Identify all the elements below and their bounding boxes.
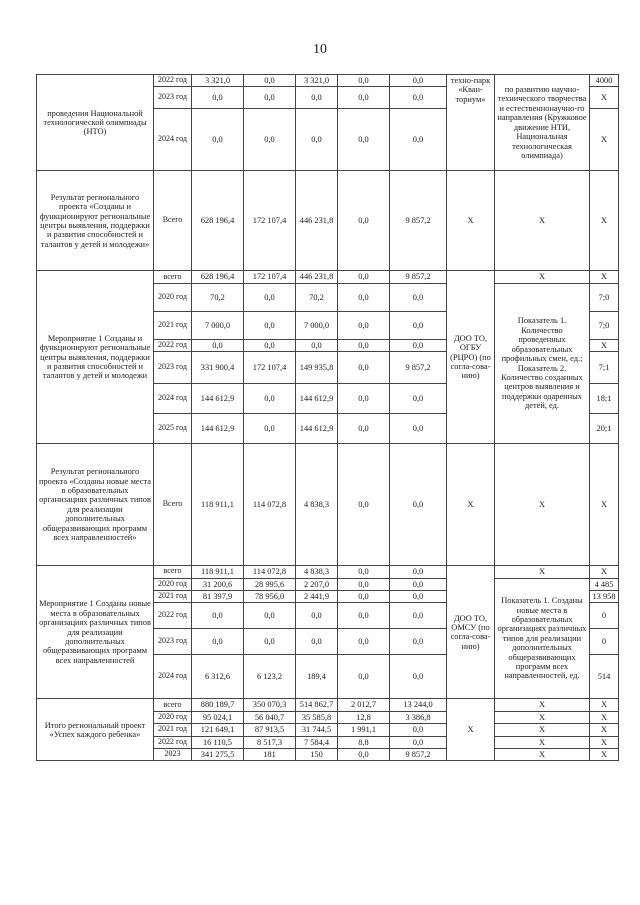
- measure-name: Мероприятие 1 Созданы и функционируют региональные центры выявления, поддержки и развития способностей и талантов у детей и молодежи: [37, 271, 154, 444]
- table-row: 2023 год 0,0 0,0 0,0 0,0 0,0 Х: [37, 87, 619, 109]
- table-row: 2020 год 70,2 0,0 70,2 0,0 0,0 Показатель 1. Количество проведенных образовательных профильных смен, ед.; Показатель 2. Количество созданных центров выявления и поддержки одаренных детей, ед. 7;0: [37, 283, 619, 311]
- indicator-cell: Показатель 1. Количество проведенных образовательных профильных смен, ед.; Показатель 2. Количество созданных центров выявления и поддержки одаренных детей, ед.: [495, 283, 590, 443]
- table-row: 2023 год 0,0 0,0 0,0 0,0 0,0 0: [37, 629, 619, 655]
- table-row: 2025 год 144 612,9 0,0 144 612,9 0,0 0,0 20;1: [37, 414, 619, 444]
- executor-cell: ДОО ТО, ОГБУ (РЦРО) (по согла-сова-нию): [447, 271, 495, 444]
- table-row: 2020 год 31 200,6 28 995,6 2 207,0 0,0 0,0 Показатель 1. Созданы новые места в образовательных организациях различных типов для реализации дополнительных общеразвивающих программ всех направленностей, ед. 4 485: [37, 578, 619, 590]
- table-row: 2022 год 16 110,5 8 517,3 7 584,4 8,8 0,0 Х Х: [37, 736, 619, 748]
- table-row: 2023 год 331 900,4 172 107,4 149 935,8 0,0 9 857,2 7;1: [37, 352, 619, 384]
- table-row: Мероприятие 1 Созданы и функционируют региональные центры выявления, поддержки и развития способностей и талантов у детей и молодежи всего 628 196,4 172 107,4 446 231,8 0,0 9 857,2 ДОО ТО, ОГБУ (РЦРО) (по согла-сова-нию) Х Х: [37, 271, 619, 283]
- table-row: 2021 год 7 000,0 0,0 7 000,0 0,0 0,0 7;0: [37, 311, 619, 339]
- page-number: 10: [313, 42, 327, 57]
- table-row: 2024 год 6 312,6 6 123,2 189,4 0,0 0,0 514: [37, 655, 619, 699]
- table-row: 2024 год 0,0 0,0 0,0 0,0 0,0 Х: [37, 109, 619, 171]
- table-row: 2021 год 81 397,9 78 956,0 2 441,9 0,0 0,0 13 958: [37, 591, 619, 603]
- table-row: 2022 год 0,0 0,0 0,0 0,0 0,0 0: [37, 603, 619, 629]
- result-name: Результат регионального проекта «Созданы новые места в образовательных организациях различных типов для реализации дополнительных общеразвивающих программ всех направленностей»: [37, 444, 154, 566]
- table-row: Мероприятие 1 Созданы новые места в образовательных организациях различных типов для реализации дополнительных общеразвивающих программ всех направленностей всего 118 911,1 114 072,8 4 838,3 0,0 0,0 ДОО ТО, ОМСУ (по согла-сова-нию) Х Х: [37, 566, 619, 578]
- table-row: 2021 год 121 649,1 87 913,5 31 744,5 1 991,1 0,0 Х Х: [37, 724, 619, 736]
- result-row: Результат регионального проекта «Созданы и функционируют региональные центры выявления, поддержки и развития способностей и талантов у детей и молодежи» Всего 628 196,4 172 107,4 446 231,8 0,0 9 857,2 Х Х Х: [37, 171, 619, 271]
- result-name: Результат регионального проекта «Созданы и функционируют региональные центры выявления, поддержки и развития способностей и талантов у детей и молодежи»: [37, 171, 154, 271]
- table-row: Итого региональный проект «Успех каждого ребенка» всего 880 189,7 350 070,3 514 862,7 2 012,7 13 244,0 Х Х Х: [37, 699, 619, 711]
- executor-cell: ДОО ТО, ОМСУ (по согла-сова-нию): [447, 566, 495, 699]
- budget-table: [36, 74, 619, 761]
- measure-name: Мероприятие 1 Созданы новые места в образовательных организациях различных типов для реализации дополнительных общеразвивающих программ всех направленностей: [37, 566, 154, 699]
- summary-name: Итого региональный проект «Успех каждого ребенка»: [37, 699, 154, 761]
- executor-cell: Х: [447, 699, 495, 761]
- table-row: 2024 год 144 612,9 0,0 144 612,9 0,0 0,0 18;1: [37, 384, 619, 414]
- table-row: 2020 год 95 024,1 56 040,7 35 585,8 12,8 3 386,8 Х Х: [37, 711, 619, 723]
- result-row: Результат регионального проекта «Созданы новые места в образовательных организациях различных типов для реализации дополнительных общеразвивающих программ всех направленностей» Всего 118 911,1 114 072,8 4 838,3 0,0 0,0 Х Х Х: [37, 444, 619, 566]
- table-row: проведения Национальной технологической олимпиады (НТО) 2022 год 3 321,0 0,0 3 321,0 0,0 0,0 техно-парк «Кван-ториум» по развитию научно-технического творчества и естественнонаучно-го направления (Кружковое движение НТИ, Национальная технологическая олимпиада) 4000: [37, 75, 619, 87]
- table-row: 2023 341 275,5 181 150 0,0 9 857,2 Х Х: [37, 749, 619, 761]
- table-row: 2022 год 0,0 0,0 0,0 0,0 0,0 Х: [37, 339, 619, 351]
- activity-name: проведения Национальной технологической олимпиады (НТО): [37, 75, 154, 171]
- indicator-cell: по развитию научно-технического творчества и естественнонаучно-го направления (Кружковое движение НТИ, Национальная технологическая олимпиада): [495, 75, 590, 171]
- indicator-cell: Показатель 1. Созданы новые места в образовательных организациях различных типов для реализации дополнительных общеразвивающих программ всех направленностей, ед.: [495, 578, 590, 699]
- executor-cell: техно-парк «Кван-ториум»: [447, 75, 495, 171]
